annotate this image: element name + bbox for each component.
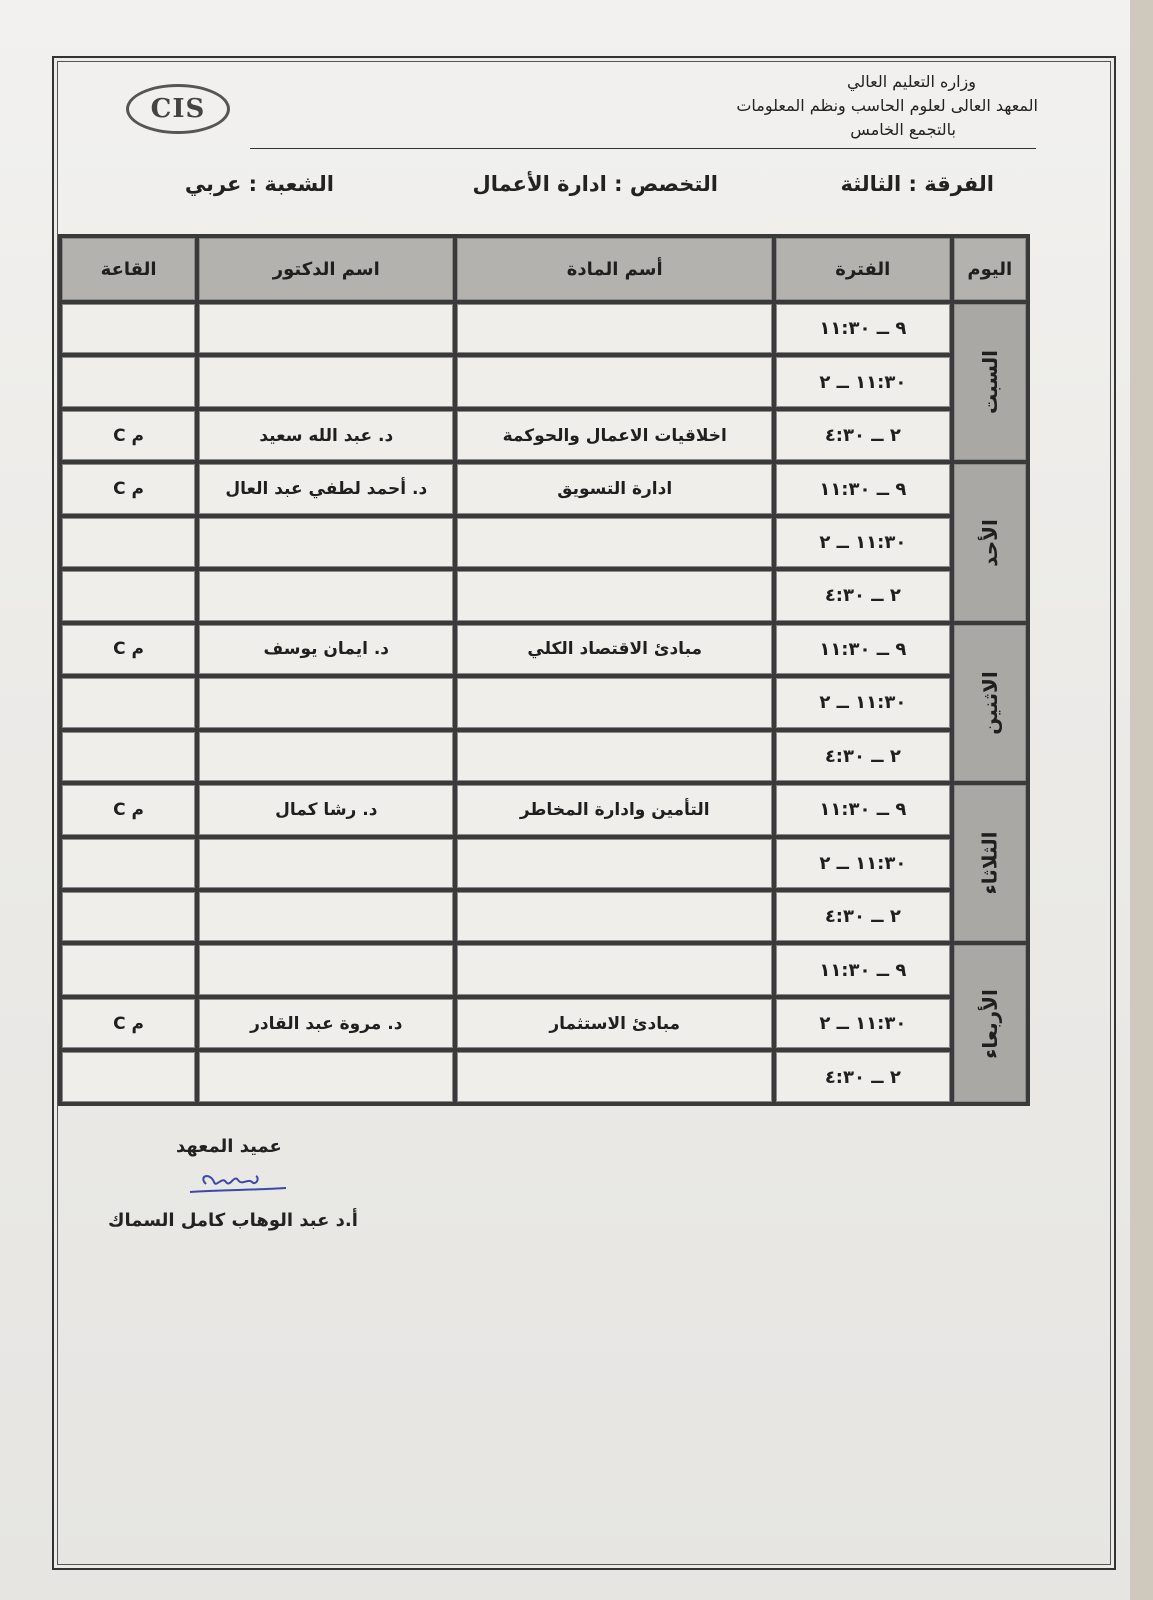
doctor-cell: د. أحمد لطفي عبد العال bbox=[199, 464, 453, 513]
header-room: القاعة bbox=[62, 238, 195, 300]
subject-cell bbox=[457, 892, 772, 941]
table-row bbox=[62, 1052, 1026, 1102]
dean-title: عميد المعهد bbox=[176, 1136, 282, 1157]
day-cell bbox=[954, 464, 1026, 620]
period-cell: ٢ ــ ٤:٣٠ bbox=[776, 1052, 950, 1102]
table-row bbox=[62, 945, 1026, 994]
doctor-cell: د. رشا كمال bbox=[199, 785, 453, 834]
day-name: الاثنين bbox=[977, 671, 1002, 735]
room-cell: م C bbox=[62, 625, 195, 674]
period-cell: ٩ ــ ١١:٣٠ bbox=[776, 625, 950, 674]
major-label: التخصص : ادارة الأعمال bbox=[472, 172, 718, 196]
table-row bbox=[62, 999, 1026, 1048]
doctor-cell bbox=[199, 732, 453, 781]
room-cell bbox=[62, 678, 195, 727]
period-cell: ١١:٣٠ ــ ٢ bbox=[776, 357, 950, 406]
doctor-cell: د. عبد الله سعيد bbox=[199, 411, 453, 460]
subject-cell bbox=[457, 357, 772, 406]
header-period: الفترة bbox=[776, 238, 950, 300]
doctor-cell bbox=[199, 892, 453, 941]
table-row bbox=[62, 571, 1026, 620]
room-cell: م C bbox=[62, 464, 195, 513]
period-cell: ١١:٣٠ ــ ٢ bbox=[776, 999, 950, 1048]
period-cell: ٢ ــ ٤:٣٠ bbox=[776, 411, 950, 460]
doctor-cell bbox=[199, 304, 453, 353]
cis-logo: CIS bbox=[126, 84, 230, 134]
day-name: الأربعاء bbox=[977, 988, 1002, 1059]
day-cell bbox=[954, 304, 1026, 460]
room-cell bbox=[62, 518, 195, 567]
subject-cell bbox=[457, 732, 772, 781]
period-cell: ١١:٣٠ ــ ٢ bbox=[776, 839, 950, 888]
ministry-name: وزاره التعليم العالي bbox=[847, 72, 976, 91]
period-cell: ٢ ــ ٤:٣٠ bbox=[776, 892, 950, 941]
table-row bbox=[62, 678, 1026, 727]
period-cell: ١١:٣٠ ــ ٢ bbox=[776, 678, 950, 727]
institute-location: بالتجمع الخامس bbox=[850, 120, 956, 139]
subject-cell bbox=[457, 678, 772, 727]
level-label: الفرقة : الثالثة bbox=[840, 172, 994, 196]
period-cell: ٩ ــ ١١:٣٠ bbox=[776, 464, 950, 513]
room-cell bbox=[62, 892, 195, 941]
doctor-cell bbox=[199, 518, 453, 567]
subject-cell: التأمين وادارة المخاطر bbox=[457, 785, 772, 834]
room-cell bbox=[62, 732, 195, 781]
room-cell: م C bbox=[62, 785, 195, 834]
subject-cell bbox=[457, 839, 772, 888]
table-row bbox=[62, 464, 1026, 513]
room-cell bbox=[62, 839, 195, 888]
table-row bbox=[62, 357, 1026, 406]
day-name: السبت bbox=[977, 350, 1002, 415]
table-row bbox=[62, 411, 1026, 460]
period-cell: ١١:٣٠ ــ ٢ bbox=[776, 518, 950, 567]
room-cell bbox=[62, 945, 195, 994]
day-name: الثلاثاء bbox=[977, 831, 1002, 895]
schedule-body bbox=[62, 304, 1026, 1102]
header-doctor: اسم الدكتور bbox=[199, 238, 453, 300]
institution-header bbox=[618, 70, 1038, 142]
subject-cell: مبادئ الاستثمار bbox=[457, 999, 772, 1048]
subject-cell bbox=[457, 518, 772, 567]
doctor-cell bbox=[199, 945, 453, 994]
dean-name: أ.د عبد الوهاب كامل السماك bbox=[108, 1210, 358, 1231]
doctor-cell bbox=[199, 357, 453, 406]
table-header-row bbox=[62, 238, 1026, 300]
table-row bbox=[62, 518, 1026, 567]
period-cell: ٢ ــ ٤:٣٠ bbox=[776, 732, 950, 781]
division-label: الشعبة : عربي bbox=[184, 172, 334, 196]
subject-cell: ادارة التسويق bbox=[457, 464, 772, 513]
subject-cell bbox=[457, 1052, 772, 1102]
table-row bbox=[62, 892, 1026, 941]
room-cell: م C bbox=[62, 999, 195, 1048]
table-row bbox=[62, 785, 1026, 834]
doctor-cell: د. مروة عبد القادر bbox=[199, 999, 453, 1048]
subject-cell bbox=[457, 945, 772, 994]
day-cell bbox=[954, 945, 1026, 1102]
doctor-cell: د. ايمان يوسف bbox=[199, 625, 453, 674]
period-cell: ٩ ــ ١١:٣٠ bbox=[776, 785, 950, 834]
doctor-cell bbox=[199, 839, 453, 888]
header-divider bbox=[250, 148, 1036, 149]
header-day: اليوم bbox=[954, 238, 1026, 300]
period-cell: ٩ ــ ١١:٣٠ bbox=[776, 945, 950, 994]
subject-cell: اخلاقيات الاعمال والحوكمة bbox=[457, 411, 772, 460]
table-row bbox=[62, 732, 1026, 781]
institute-name: المعهد العالى لعلوم الحاسب ونظم المعلومات bbox=[736, 96, 1038, 115]
day-cell bbox=[954, 785, 1026, 941]
table-row bbox=[62, 304, 1026, 353]
table-row bbox=[62, 839, 1026, 888]
subject-cell bbox=[457, 571, 772, 620]
header-subject: أسم المادة bbox=[457, 238, 772, 300]
period-cell: ٢ ــ ٤:٣٠ bbox=[776, 571, 950, 620]
room-cell bbox=[62, 571, 195, 620]
doctor-cell bbox=[199, 678, 453, 727]
handwritten-signature bbox=[186, 1168, 290, 1198]
day-name: الأحد bbox=[977, 518, 1002, 567]
room-cell bbox=[62, 1052, 195, 1102]
table-row bbox=[62, 625, 1026, 674]
doctor-cell bbox=[199, 571, 453, 620]
day-cell bbox=[954, 625, 1026, 781]
room-cell: م C bbox=[62, 411, 195, 460]
period-cell: ٩ ــ ١١:٣٠ bbox=[776, 304, 950, 353]
room-cell bbox=[62, 357, 195, 406]
subject-cell bbox=[457, 304, 772, 353]
doctor-cell bbox=[199, 1052, 453, 1102]
room-cell bbox=[62, 304, 195, 353]
schedule-table bbox=[58, 234, 1030, 1106]
subject-cell: مبادئ الاقتصاد الكلي bbox=[457, 625, 772, 674]
